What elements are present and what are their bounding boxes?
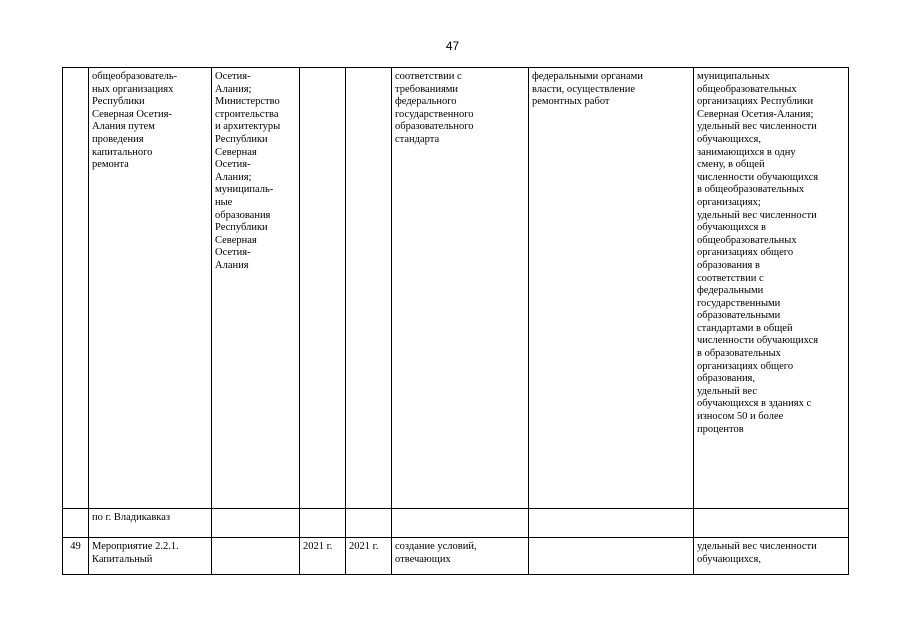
- indicators-cell: удельный вес численности обучающихся,: [694, 538, 849, 575]
- end-year-cell: 2021 г.: [346, 538, 392, 575]
- expected-result-cell: создание условий, отвечающих: [392, 538, 529, 575]
- page-number: 47: [445, 39, 460, 53]
- consequences-cell: федеральными органами власти, осуществление ремонтных работ: [529, 68, 694, 509]
- end-year-cell: [346, 509, 392, 538]
- table-row: [63, 68, 849, 509]
- start-year-cell: 2021 г.: [300, 538, 346, 575]
- indicators-cell: муниципальных общеобразовательных организациях Республики Северная Осетия-Алания; удельный вес численности обучающихся, занимающихся в одну смену, в общей численности обучающихся в общеобразовательных организациях; удельный вес численности обучающихся в общеобразовательных организациях общего образования в соответствии с федеральными государственными образовательными стандартами в общей численности обучающихся в образовательных организациях общего образования, удельный вес обучающихся в зданиях с износом 50 и более процентов: [694, 68, 849, 509]
- table-row: [63, 538, 849, 575]
- consequences-cell: [529, 509, 694, 538]
- expected-result-cell: [392, 509, 529, 538]
- row-number-cell: 49: [63, 538, 89, 575]
- expected-result-cell: соответствии с требованиями федерального государственного образовательного стандарта: [392, 68, 529, 509]
- table-row: [63, 509, 849, 538]
- executor-cell: [212, 538, 300, 575]
- start-year-cell: [300, 68, 346, 509]
- start-year-cell: [300, 509, 346, 538]
- consequences-cell: [529, 538, 694, 575]
- end-year-cell: [346, 68, 392, 509]
- row-number-cell: [63, 68, 89, 509]
- row-number-cell: [63, 509, 89, 538]
- event-cell: общеобразователь- ных организациях Республики Северная Осетия- Алания путем проведения капитального ремонта: [89, 68, 212, 509]
- indicators-cell: [694, 509, 849, 538]
- executor-cell: [212, 509, 300, 538]
- executor-cell: Осетия- Алания; Министерство строительства и архитектуры Республики Северная Осетия- Алания; муниципаль- ные образования Республики Северная Осетия- Алания: [212, 68, 300, 509]
- program-table: [62, 67, 849, 575]
- event-cell: Мероприятие 2.2.1. Капитальный: [89, 538, 212, 575]
- event-cell: по г. Владикавказ: [89, 509, 212, 538]
